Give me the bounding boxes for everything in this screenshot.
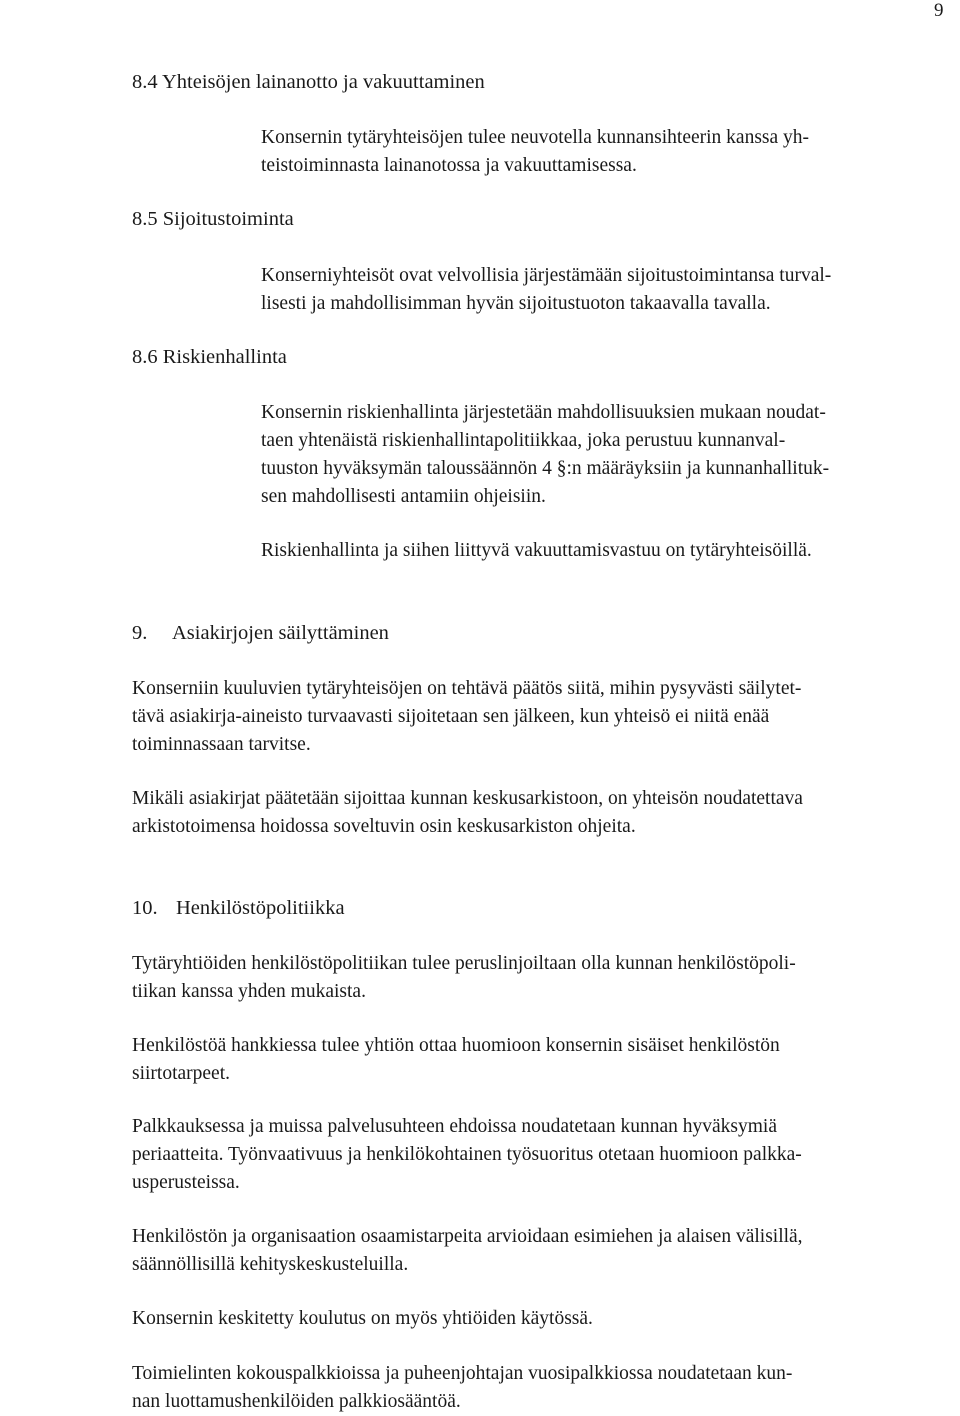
paragraph-10-4: [132, 1223, 954, 1279]
section-heading-8-6: 8.6 Riskienhallinta: [132, 346, 287, 368]
text-line: arkistotoimensa hoidossa soveltuvin osin keskusarkiston ohjeita.: [132, 816, 636, 837]
section-number-10: 10.: [132, 897, 158, 919]
paragraph-9-2: [132, 785, 954, 841]
paragraph-8-6-2: [261, 537, 951, 565]
text-line: sen mahdollisesti antamiin ohjeisiin.: [261, 486, 546, 507]
paragraph-8-4: [261, 124, 951, 180]
paragraph-10-1: [132, 950, 954, 1006]
paragraph-9-1: [132, 675, 954, 759]
section-heading-8-4: 8.4 Yhteisöjen lainanotto ja vakuuttaminen: [132, 71, 485, 93]
paragraph-8-6-1: [261, 399, 951, 511]
text-line: Palkkauksessa ja muissa palvelusuhteen ehdoissa noudatetaan kunnan hyväksymiä: [132, 1116, 777, 1137]
page-number: 9: [934, 0, 944, 21]
text-line: usperusteissa.: [132, 1172, 240, 1193]
text-line: Henkilöstöä hankkiessa tulee yhtiön ottaa huomioon konsernin sisäiset henkilöstön: [132, 1035, 780, 1056]
paragraph-10-3: [132, 1113, 954, 1197]
section-number-9: 9.: [132, 622, 148, 644]
text-line: toiminnassaan tarvitse.: [132, 734, 311, 755]
section-title-9: Asiakirjojen säilyttäminen: [172, 622, 389, 644]
text-line: Henkilöstön ja organisaation osaamistarpeita arvioidaan esimiehen ja alaisen välisillä,: [132, 1226, 803, 1247]
text-line: Konsernin keskitetty koulutus on myös yhtiöiden käytössä.: [132, 1308, 593, 1329]
text-line: säännöllisillä kehityskeskusteluilla.: [132, 1254, 409, 1275]
text-line: Tytäryhtiöiden henkilöstöpolitiikan tulee peruslinjoiltaan olla kunnan henkilöstöpoli-: [132, 953, 796, 974]
text-line: teistoiminnasta lainanotossa ja vakuuttamisessa.: [261, 155, 637, 176]
text-line: Toimielinten kokouspalkkioissa ja puheenjohtajan vuosipalkkiossa noudatetaan kun-: [132, 1363, 793, 1384]
text-line: tuuston hyväksymän taloussäännön 4 §:n määräyksiin ja kunnanhallituk-: [261, 458, 830, 479]
text-line: tiikan kanssa yhden mukaista.: [132, 981, 366, 1002]
paragraph-8-5: [261, 262, 951, 318]
text-line: Konserniyhteisöt ovat velvollisia järjestämään sijoitustoimintansa turval-: [261, 265, 832, 286]
paragraph-10-6: [132, 1360, 954, 1416]
text-line: lisesti ja mahdollisimman hyvän sijoitustuoton takaavalla tavalla.: [261, 293, 771, 314]
section-heading-8-5: 8.5 Sijoitustoiminta: [132, 208, 294, 230]
text-line: siirtotarpeet.: [132, 1063, 231, 1084]
text-line: tävä asiakirja-aineisto turvaavasti sijoitetaan sen jälkeen, kun yhteisö ei niitä enää: [132, 706, 770, 727]
section-title-10: Henkilöstöpolitiikka: [176, 897, 345, 919]
text-line: taen yhtenäistä riskienhallintapolitiikkaa, joka perustuu kunnanval-: [261, 430, 786, 451]
text-line: Konsernin tytäryhteisöjen tulee neuvotella kunnansihteerin kanssa yh-: [261, 127, 810, 148]
text-line: Konserniin kuuluvien tytäryhteisöjen on tehtävä päätös siitä, mihin pysyvästi säilytet-: [132, 678, 802, 699]
text-line: Mikäli asiakirjat päätetään sijoittaa kunnan keskusarkistoon, on yhteisön noudatettava: [132, 788, 803, 809]
paragraph-10-5: [132, 1305, 954, 1333]
text-line: periaatteita. Työnvaativuus ja henkilökohtainen työsuoritus otetaan huomioon palkka-: [132, 1144, 802, 1165]
text-line: nan luottamushenkilöiden palkkiosääntöä.: [132, 1391, 461, 1412]
paragraph-10-2: [132, 1032, 954, 1088]
text-line: Konsernin riskienhallinta järjestetään mahdollisuuksien mukaan noudat-: [261, 402, 826, 423]
text-line: Riskienhallinta ja siihen liittyvä vakuuttamisvastuu on tytäryhteisöillä.: [261, 540, 812, 561]
